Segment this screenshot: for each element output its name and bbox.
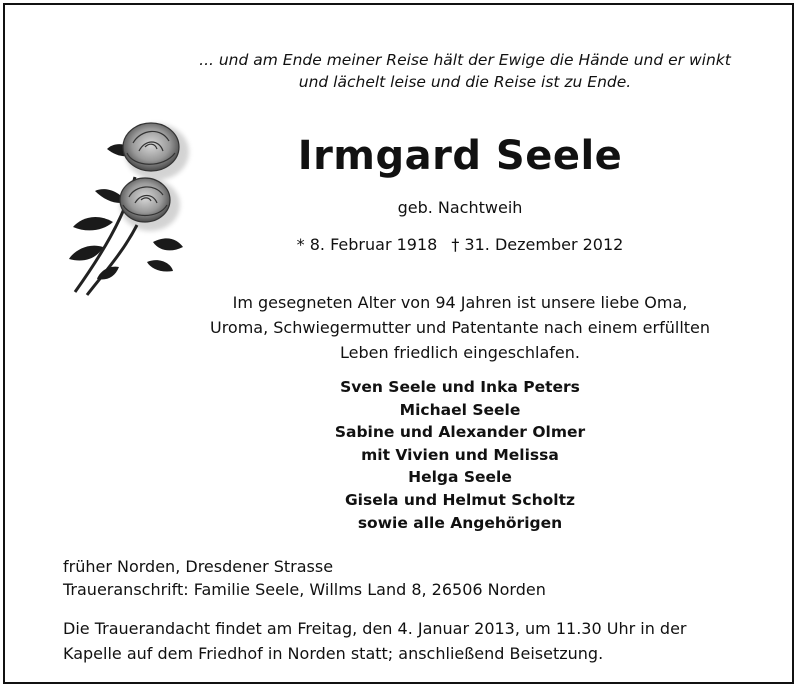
mourners-list — [235, 376, 685, 534]
obituary-notice — [3, 3, 794, 684]
mourner: mit Vivien und Melissa — [361, 445, 559, 464]
rose-icon — [55, 107, 205, 297]
birth-name: geb. Nachtweih — [397, 198, 523, 217]
mourner: Gisela und Helmut Scholtz — [344, 490, 576, 509]
address-block — [63, 555, 763, 601]
announcement-line: Uroma, Schwiegermutter und Patentante nach einem erfüllten — [209, 318, 711, 337]
deceased-name: Irmgard Seele — [297, 133, 623, 179]
service-line: Die Trauerandacht findet am Freitag, den 4. Januar 2013, um 11.30 Uhr in der — [63, 619, 687, 638]
former-address: früher Norden, Dresdener Strasse — [63, 557, 334, 576]
mourner: Michael Seele — [399, 400, 521, 419]
mourner: Helga Seele — [408, 468, 512, 487]
birth-date: * 8. Februar 1918 — [296, 235, 438, 254]
mourner: Sven Seele und Inka Peters — [340, 378, 580, 396]
quote-line: ... und am Ende meiner Reise hält der Ewige die Hände und er winkt — [199, 51, 731, 69]
mourner: Sabine und Alexander Olmer — [334, 423, 586, 442]
quote-line: und lächelt leise und die Reise ist zu Ende. — [298, 73, 632, 91]
announcement-line: Leben friedlich eingeschlafen. — [340, 343, 580, 362]
mourner: sowie alle Angehörigen — [357, 513, 563, 532]
announcement — [165, 290, 755, 365]
service-info — [63, 616, 783, 666]
announcement-line: Im gesegneten Alter von 94 Jahren ist unsere liebe Oma, — [232, 293, 688, 312]
life-dates — [205, 232, 715, 258]
death-date: † 31. Dezember 2012 — [451, 235, 624, 254]
service-line: Kapelle auf dem Friedhof in Norden statt; anschließend Beisetzung. — [63, 644, 604, 663]
mourning-address: Traueranschrift: Familie Seele, Willms Land 8, 26506 Norden — [63, 580, 546, 599]
quote — [155, 49, 775, 93]
